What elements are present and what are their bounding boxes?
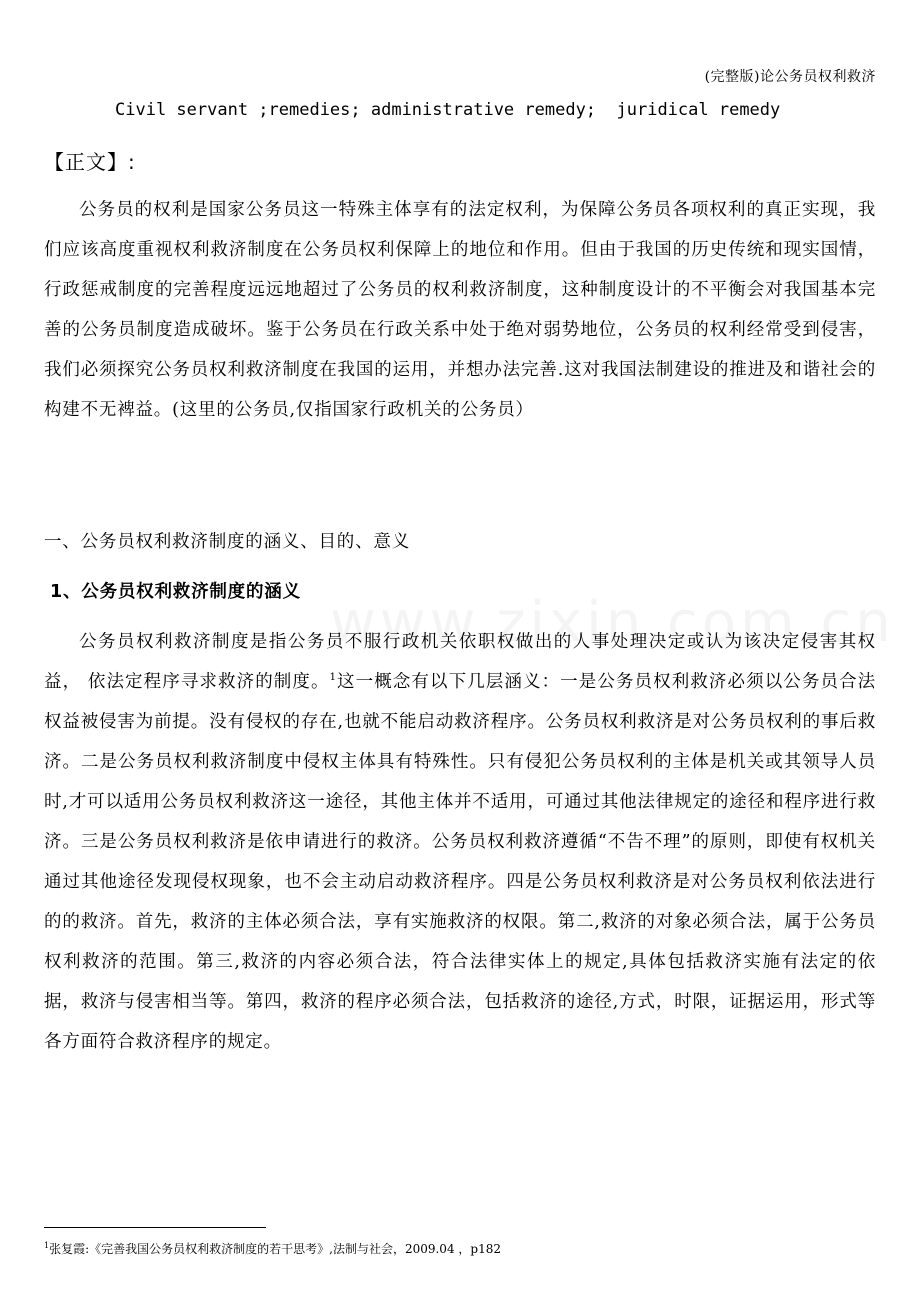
definition-paragraph-text-2: 这一概念有以下几层涵义：一是公务员权利救济必须以公务员合法权益被侵害为前提。没有侵权的存在,也就不能启动救济程序。公务员权利救济是对公务员权利的事后救济。二是公务员权利救济制度中侵权主体具有特殊性。只有侵犯公务员权利的主体是机关或其领导人员时,才可以适用公务员权利救济这一途径，其他主体并不适用，可通过其他法律规定的途径和程序进行救济。三是公务员权利救济是依申请进行的救济。公务员权利救济遵循“不告不理”的原则，即使有权机关通过其他途径发现侵权现象，也不会主动启动救济程序。四是公务员权利救济是对公务员权利依法进行的的救济。首先，救济的主体必须合法，享有实施救济的权限。第二,救济的对象必须合法，属于公务员权利救济的范围。第三,救济的内容必须合法，符合法律实体上的规定,具体包括救济实施有法定的依据，救济与侵害相当等。第四，救济的程序必须合法，包括救济的途径,方式，时限，证据运用，形式等各方面符合救济程序的规定。 — [44, 672, 876, 1052]
body-label: 【正文】: — [44, 150, 136, 174]
running-header: (完整版)论公务员权利救济 — [704, 69, 876, 85]
intro-paragraph-text: 公务员的权利是国家公务员这一特殊主体享有的法定权利，为保障公务员各项权利的真正实现，我们应该高度重视权利救济制度在公务员权利保障上的地位和作用。但由于我国的历史传统和现实国情，行政惩戒制度的完善程度远远地超过了公务员的权利救济制度，这种制度设计的不平衡会对我国基本完善的公务员制度造成破坏。鉴于公务员在行政关系中处于绝对弱势地位，公务员的权利经常受到侵害，我们必须探究公务员权利救济制度在我国的运用，并想办法完善.这对我国法制建设的推进及和谐社会的构建不无裨益。(这里的公务员,仅指国家行政机关的公务员） — [44, 200, 876, 420]
section-heading: 一、公务员权利救济制度的涵义、目的、意义 — [44, 532, 410, 552]
footnote-marker: 1 — [44, 1241, 50, 1250]
definition-paragraph-text-1: 公务员权利救济制度是指公务员不服行政机关依职权做出的人事处理决定或认为该决定侵害其权益， 依法定程序寻求救济的制度。 — [44, 632, 876, 692]
footnote — [44, 1240, 501, 1257]
english-keywords: Civil servant ;remedies; administrative remedy; juridical remedy — [115, 100, 781, 120]
footnote-reference[interactable]: 1 — [329, 672, 337, 684]
subsection-heading: 1、公务员权利救济制度的涵义 — [50, 582, 301, 602]
intro-paragraph — [44, 190, 876, 430]
definition-paragraph — [44, 622, 876, 1062]
footnote-divider — [44, 1227, 266, 1228]
footnote-text: 张复霞:《完善我国公务员权利救济制度的若干思考》,法制与社会，2009.04 ，p182 — [49, 1242, 501, 1256]
